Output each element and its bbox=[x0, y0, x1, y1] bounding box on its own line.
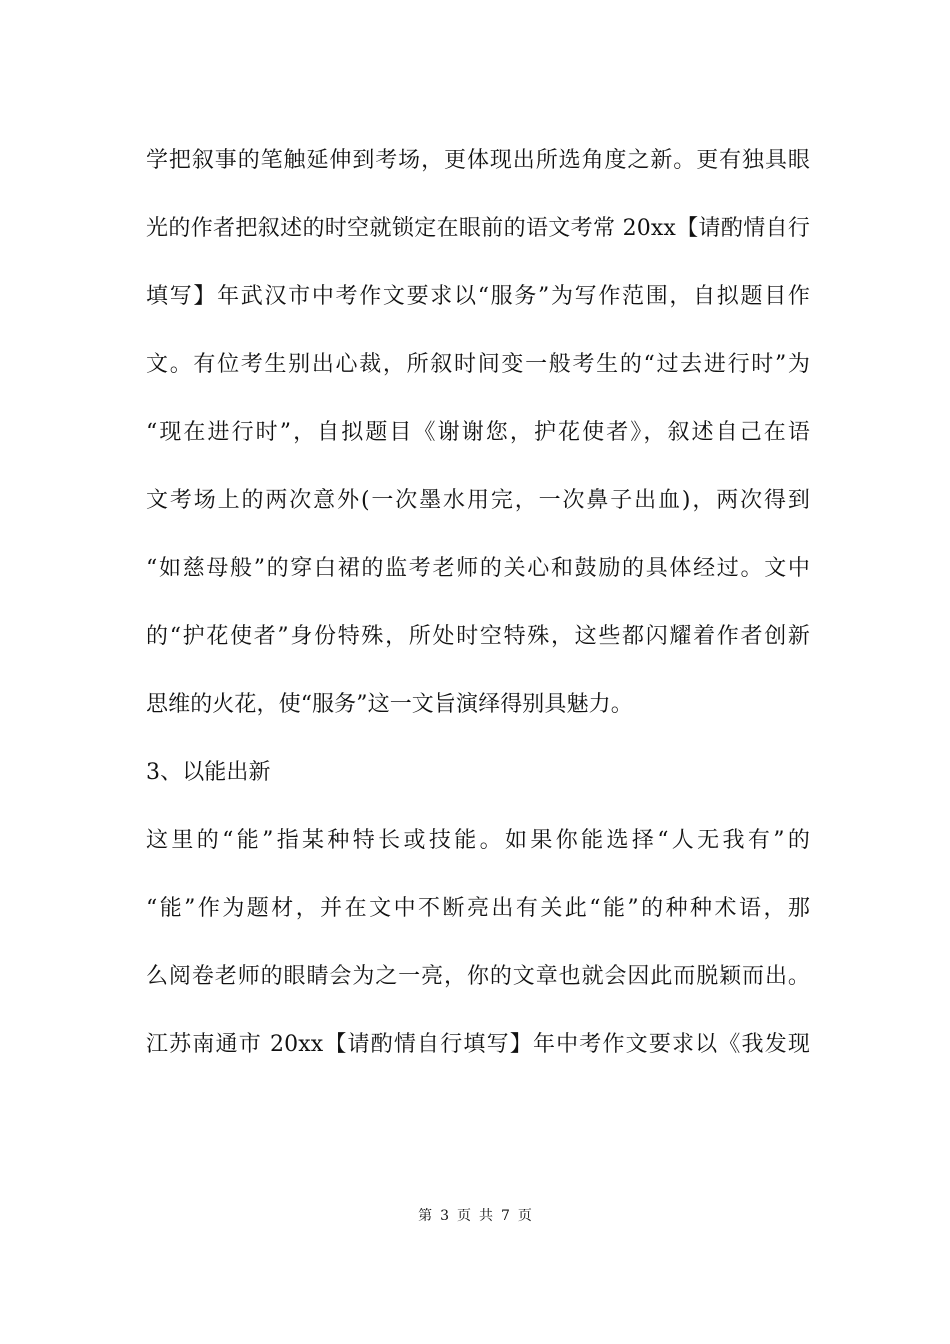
body-text-line: 光的作者把叙述的时空就锁定在眼前的语文考常 20xx【请酌情自行 bbox=[146, 216, 810, 241]
body-text-line: 的“护花使者”身份特殊，所处时空特殊，这些都闪耀着作者创新 bbox=[146, 624, 810, 649]
body-text-line: “能”作为题材，并在文中不断亮出有关此“能”的种种术语，那 bbox=[146, 896, 810, 921]
body-text-line: 填写】年武汉市中考作文要求以“服务”为写作范围，自拟题目作 bbox=[146, 284, 810, 309]
body-text-line: 文。有位考生别出心裁，所叙时间变一般考生的“过去进行时”为 bbox=[146, 352, 810, 377]
body-text-line: 学把叙事的笔触延伸到考场，更体现出所选角度之新。更有独具眼 bbox=[146, 148, 810, 173]
total-suffix: 页 bbox=[517, 1208, 532, 1224]
page-word: 页 bbox=[457, 1208, 471, 1224]
total-pages-number: 7 bbox=[501, 1208, 510, 1224]
section-heading: 3、以能出新 bbox=[146, 760, 271, 785]
body-text-line: 文考场上的两次意外(一次墨水用完，一次鼻子出血)，两次得到 bbox=[146, 488, 810, 513]
body-text-line: “现在进行时”，自拟题目《谢谢您，护花使者》，叙述自己在语 bbox=[146, 420, 810, 445]
current-page-number: 3 bbox=[440, 1208, 449, 1224]
body-text-line: 么阅卷老师的眼睛会为之一亮，你的文章也就会因此而脱颖而出。 bbox=[146, 964, 810, 989]
total-prefix: 共 bbox=[479, 1208, 493, 1224]
page-prefix: 第 bbox=[418, 1208, 433, 1224]
body-text-line: 这里的“能”指某种特长或技能。如果你能选择“人无我有”的 bbox=[146, 828, 810, 853]
body-text-line: 江苏南通市 20xx【请酌情自行填写】年中考作文要求以《我发现 bbox=[146, 1032, 810, 1057]
body-text-line: 思维的火花，使“服务”这一文旨演绎得别具魅力。 bbox=[146, 692, 633, 717]
page-footer bbox=[0, 1206, 950, 1226]
body-text-line: “如慈母般”的穿白裙的监考老师的关心和鼓励的具体经过。文中 bbox=[146, 556, 810, 581]
